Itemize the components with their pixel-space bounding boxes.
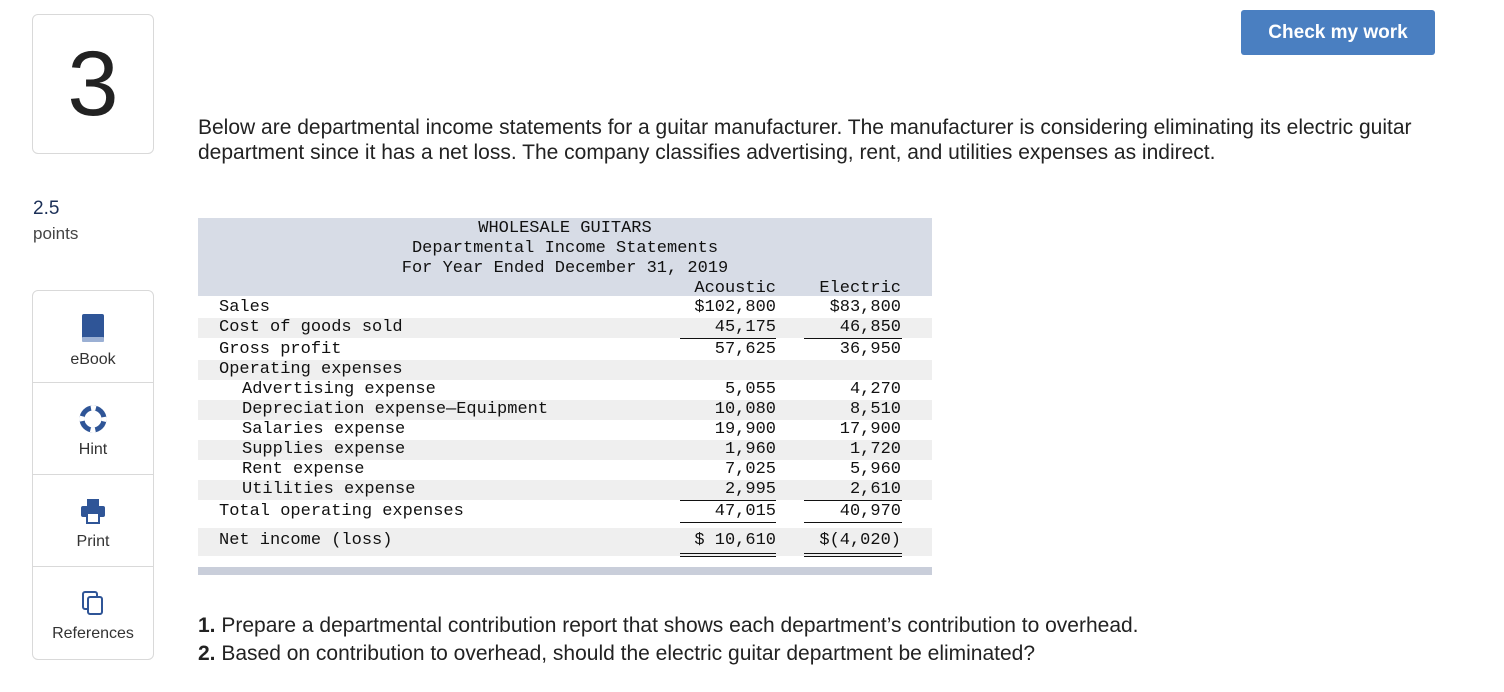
row-operating-expenses — [198, 360, 932, 380]
statement-title: Departmental Income Statements — [411, 239, 719, 258]
row-cogs — [198, 318, 932, 338]
row-net-income — [198, 528, 932, 556]
statement-footer-bar — [198, 567, 932, 575]
underline — [680, 500, 776, 501]
question-number-box — [32, 14, 154, 154]
row-label: Depreciation expense—Equipment — [242, 400, 549, 419]
underline — [804, 522, 902, 523]
row-label: Gross profit — [219, 340, 342, 359]
underline — [680, 338, 776, 339]
acoustic-value: 2,995 — [724, 480, 776, 499]
row-label: Operating expenses — [219, 360, 403, 379]
acoustic-value: 5,055 — [724, 380, 776, 399]
electric-value: 17,900 — [839, 420, 901, 439]
double-underline — [804, 553, 902, 554]
question-number: 3 — [67, 33, 119, 135]
lifebuoy-icon — [79, 405, 107, 433]
row-depreciation — [198, 400, 932, 420]
underline — [804, 338, 902, 339]
underline — [804, 500, 902, 501]
electric-value: 1,720 — [849, 440, 901, 459]
row-label: Advertising expense — [242, 380, 436, 399]
row-label: Rent expense — [242, 460, 365, 479]
double-underline — [680, 553, 776, 554]
question-intro: Below are departmental income statements for a guitar manufacturer. The manufacturer is considering eliminating its electric guitar department since it has a net loss. The company classifies advertising, rent, and utilities expenses as indirect. — [198, 116, 1412, 164]
task-text: Based on contribution to overhead, should the electric guitar department be eliminated? — [221, 642, 1036, 665]
points-value: 2.5 — [33, 198, 60, 219]
row-gross-profit — [198, 340, 932, 360]
task-1 — [198, 612, 1139, 640]
acoustic-value: 45,175 — [714, 318, 776, 337]
acoustic-value: 1,960 — [724, 440, 776, 459]
task-list — [198, 612, 1139, 668]
references-button[interactable] — [33, 567, 153, 659]
copy-pages-icon — [80, 589, 106, 617]
row-label: Salaries expense — [242, 420, 406, 439]
acoustic-value: 7,025 — [724, 460, 776, 479]
col-header-electric: Electric — [819, 279, 901, 298]
electric-value: 4,270 — [849, 380, 901, 399]
electric-value: 36,950 — [839, 340, 901, 359]
book-icon — [80, 313, 106, 343]
task-number: 1. — [198, 614, 216, 637]
company-name: WHOLESALE GUITARS — [478, 219, 652, 238]
electric-value: $(4,020) — [819, 531, 901, 550]
hint-label: Hint — [78, 441, 108, 458]
double-underline — [680, 556, 776, 557]
row-rent — [198, 460, 932, 480]
task-2 — [198, 640, 1139, 668]
row-total-operating — [198, 502, 932, 522]
acoustic-value: $102,800 — [694, 298, 776, 317]
electric-value: 8,510 — [849, 400, 901, 419]
electric-value: $83,800 — [829, 298, 901, 317]
statement-period: For Year Ended December 31, 2019 — [401, 259, 729, 278]
row-supplies — [198, 440, 932, 460]
col-header-acoustic: Acoustic — [694, 279, 776, 298]
electric-value: 40,970 — [839, 502, 901, 521]
double-underline — [804, 556, 902, 557]
row-sales — [198, 298, 932, 318]
electric-value: 46,850 — [839, 318, 901, 337]
row-utilities — [198, 480, 932, 500]
row-label: Cost of goods sold — [219, 318, 403, 337]
acoustic-value: 57,625 — [714, 340, 776, 359]
ebook-label: eBook — [70, 351, 116, 368]
acoustic-value: 47,015 — [714, 502, 776, 521]
printer-icon — [79, 497, 107, 525]
row-label: Net income (loss) — [219, 531, 393, 550]
acoustic-value: 19,900 — [714, 420, 776, 439]
print-label: Print — [76, 533, 110, 550]
electric-value: 5,960 — [849, 460, 901, 479]
underline — [680, 522, 776, 523]
row-salaries — [198, 420, 932, 440]
income-statement-table — [198, 218, 932, 568]
row-label: Supplies expense — [242, 440, 406, 459]
row-label: Utilities expense — [242, 480, 416, 499]
row-label: Total operating expenses — [219, 502, 464, 521]
task-text: Prepare a departmental contribution report that shows each department’s contribution to overhead. — [221, 614, 1139, 637]
acoustic-value: $ 10,610 — [694, 531, 776, 550]
resource-sidebar — [32, 290, 154, 660]
ebook-button[interactable] — [33, 291, 153, 383]
references-label: References — [52, 625, 134, 642]
acoustic-value: 10,080 — [714, 400, 776, 419]
check-my-work-button[interactable]: Check my work — [1241, 10, 1435, 55]
hint-button[interactable] — [33, 383, 153, 475]
print-button[interactable] — [33, 475, 153, 567]
row-advertising — [198, 380, 932, 400]
electric-value: 2,610 — [849, 480, 901, 499]
points-label: points — [33, 224, 79, 243]
row-label: Sales — [219, 298, 271, 317]
task-number: 2. — [198, 642, 216, 665]
